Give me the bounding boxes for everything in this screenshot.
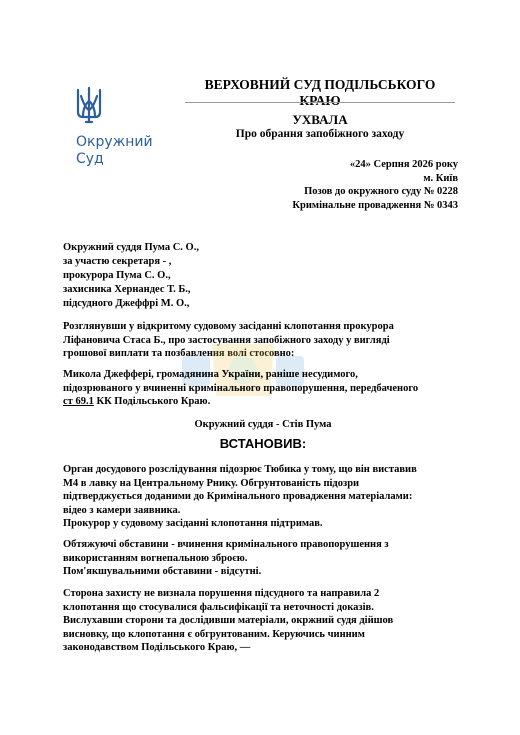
text-line: грошової виплати та позбавлення волі стосовно: <box>63 348 295 359</box>
text-line: використанням вогнепальною зброєю. <box>63 552 248 564</box>
party-line: підсудного Джеффрі М. О., <box>63 298 190 309</box>
text-line: Пом'якшувальними обставини - відсутні. <box>63 566 262 577</box>
text-line: висновку, що клопотання є обгрунтованим. Керуючись чинним <box>63 628 365 640</box>
text-line: Розглянувши у відкритому судовому засіданні клопотання прокурора <box>63 321 394 332</box>
party-line: захисника Хернандес Т. Б., <box>63 284 191 295</box>
text-line: М4 в лавку на Центральному Рнику. Обгрунтованість підозри <box>63 477 360 489</box>
text-line: Вислухавши сторони та дослідивши матеріали, окржний судя дійшов <box>63 615 394 626</box>
trident-coat-of-arms-icon <box>76 86 102 126</box>
article-reference: ст 69.1 <box>63 396 94 407</box>
document-subtitle: Про обрання запобіжного заходу <box>235 128 405 140</box>
court-name: ВЕРХОВНИЙ СУД ПОДІЛЬСЬКОГО КРАЮ <box>204 77 436 108</box>
header-divider <box>185 102 455 103</box>
article-tail: КК Подільського Краю. <box>96 396 211 407</box>
accused-paragraph <box>63 368 463 409</box>
established-heading: ВСТАНОВИВ: <box>219 436 307 451</box>
document-city: м. Київ <box>423 172 458 184</box>
party-line: за участю секретаря - , <box>63 256 172 267</box>
text-line: Орган досудового розслідування підозрює Тюбика у тому, що він виставив <box>63 464 417 475</box>
judge-line: Окружний суддя - Стів Пума <box>194 419 332 430</box>
text-line: підтверджується доданими до Кримінального провадження матеріалами: <box>63 491 413 502</box>
paragraph-suspicion <box>63 463 463 531</box>
criminal-proceeding-number: Кримінальне провадження № 0343 <box>292 199 458 211</box>
text-line <box>63 395 463 409</box>
text-line: Прокурор у судовому засіданні клопотання підтримав. <box>63 518 323 529</box>
text-line: підозрюваного у вчиненні кримінального правопорушення, передбаченого <box>63 382 419 394</box>
court-logo <box>76 86 153 168</box>
case-number: Позов до окружного суду № 0228 <box>304 186 458 197</box>
logo-text-line2: Суд <box>76 151 104 167</box>
text-line: законодавством Подільського Краю, — <box>63 642 251 653</box>
document-title: УХВАЛА <box>292 112 348 127</box>
party-line: Окружний суддя Пума С. О., <box>63 242 199 253</box>
paragraph-circumstances <box>63 538 463 579</box>
document-meta <box>292 158 458 212</box>
text-line: Микола Джеффері, громадянина України, раніше несудимого, <box>63 369 358 380</box>
text-line: відео з камери заявника. <box>63 504 181 516</box>
text-line: Ліфановича Стаса Б., про застосування запобіжного заходу у вигляді <box>63 334 390 346</box>
text-line: клопотання що стосувалися фальсифікації та неточності доказів. <box>63 601 374 613</box>
party-line: прокурора Пума С. О., <box>63 270 171 281</box>
document-date: «24» Серпня 2026 року <box>349 159 458 170</box>
parties-list <box>63 241 199 311</box>
paragraph-defense <box>63 587 463 655</box>
text-line: Обтяжуючі обставини - вчинення кримінального правопорушення з <box>63 539 389 550</box>
logo-text-line1: Окружний <box>76 134 153 150</box>
text-line: Сторона захисту не визнала порушення підсудного та направила 2 <box>63 588 380 599</box>
